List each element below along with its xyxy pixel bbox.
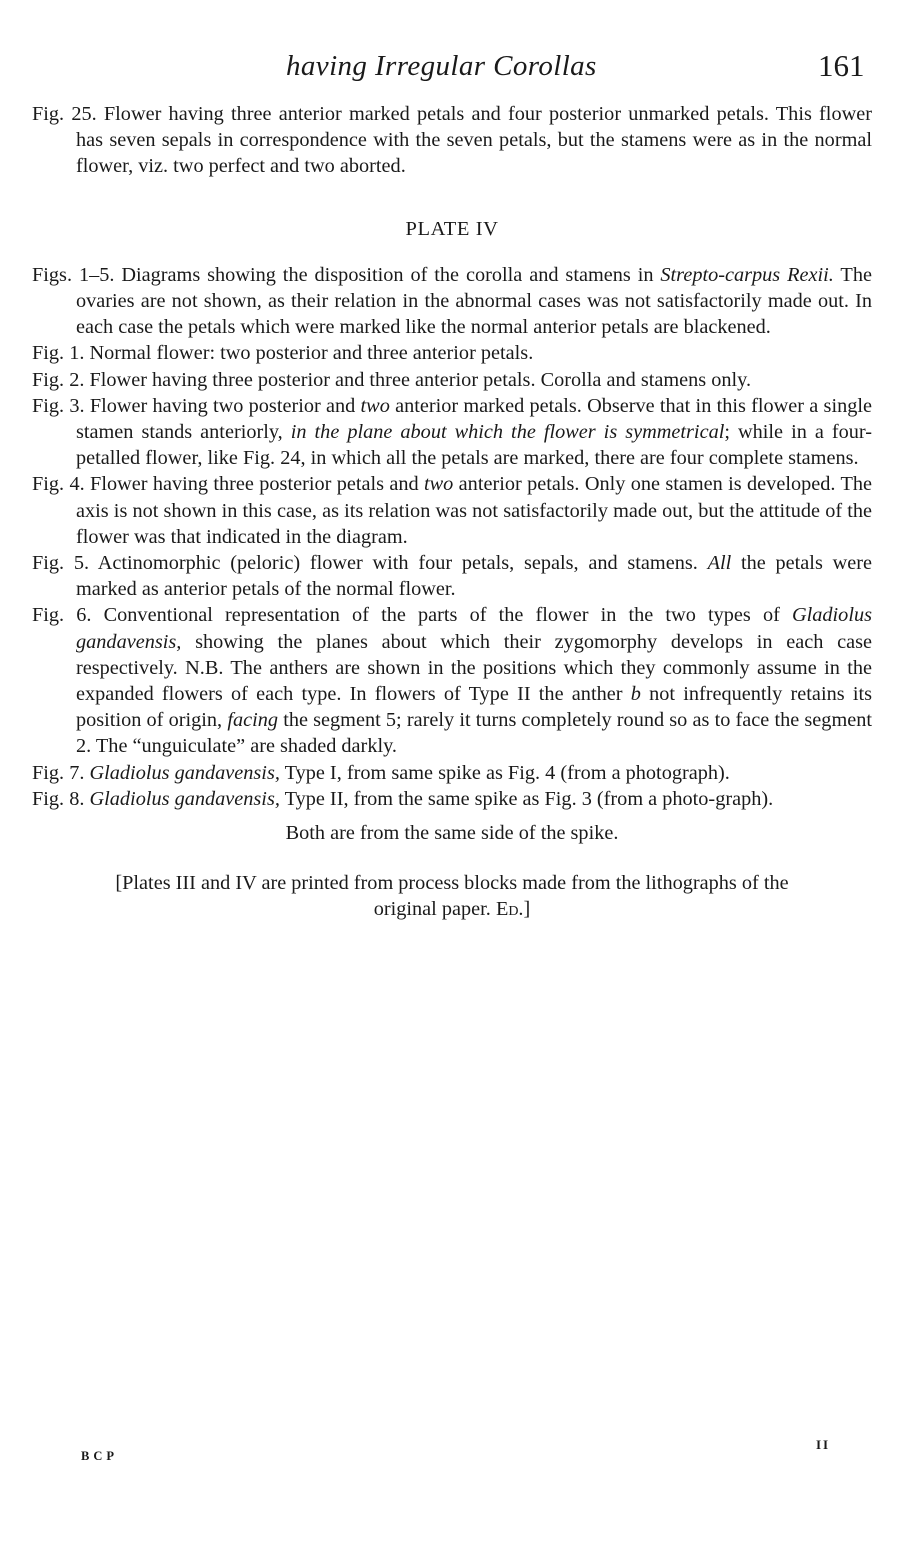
emphasis-text: All [707,552,732,575]
caption-label: Fig. 3. [32,394,85,417]
caption-text: the petals were marked as anterior petals of the normal flower. [76,552,872,601]
caption-text: Actinomorphic (peloric) flower with four petals, sepals, and stamens. [89,552,708,575]
closing-line: Both are from the same side of the spike. [285,822,619,845]
running-head [0,44,900,92]
emphasis-text: in the plane about which the flower is symmetrical [290,421,725,444]
species-name: Gladiolus gandavensis, [84,787,280,810]
caption-text: Flower having two posterior and [84,394,361,417]
species-name: Strepto-carpus Rexii. [660,263,834,286]
caption-fig-6 [32,602,872,759]
caption-text: Type II, from the same spike as Fig. 3 (from a photo-graph). [279,787,774,810]
caption-fig-4 [32,471,872,550]
caption-text: Flower having three anterior marked petals and four posterior unmarked petals. This flower has seven sepals in correspondence with the seven petals, but the stamens were as in the normal flower, viz. two perfect and two aborted. [76,103,872,178]
caption-fig-1 [32,340,872,366]
caption-label: Fig. 6. [32,604,92,627]
caption-text: Diagrams showing the disposition of the corolla and stamens in [114,263,661,286]
species-name: Gladiolus gandavensis, [76,604,872,653]
caption-label: Fig. 25. [32,103,97,125]
caption-fig-7 [32,760,872,786]
caption-text: ; while in a four-petalled flower, like Fig. 24, in which all the petals are marked, there are four complete stamens. [76,421,872,470]
caption-label: Fig. 4. [32,473,85,496]
editor-note [102,870,802,922]
caption-label: Fig. 8. [32,787,85,810]
caption-text: Flower having three posterior petals and [84,473,425,496]
caption-text: Conventional representation of the parts of the flower in the two types of [91,604,792,627]
caption-label: Figs. 1–5. [32,263,115,286]
editor-signature: Ed. [495,898,524,921]
caption-fig-5 [32,550,872,602]
caption-text: anterior marked petals. Observe that in this flower a single stamen stands anteriorly, [76,394,872,444]
body-text [32,101,872,923]
caption-label: Fig. 5. [32,552,90,575]
editor-note-close: ] [523,898,531,921]
caption-text: Normal flower: two posterior and three anterior petals. [84,342,534,365]
caption-text: not infrequently retains its position of origin, [76,683,872,732]
caption-label: Fig. 2. [32,368,85,391]
caption-fig-25 [32,101,872,180]
caption-fig-2 [32,367,872,393]
emphasis-text: two [360,394,390,417]
running-title: having Irregular Corollas [286,50,597,82]
page-number: 161 [818,48,865,83]
editor-note-text: [Plates III and IV are printed from process blocks made from the lithographs of the original paper. [115,872,789,921]
plate-heading: PLATE IV [405,217,499,240]
caption-fig-8 [32,786,872,812]
caption-label: Fig. 1. [32,342,85,365]
emphasis-text: b [630,683,641,706]
caption-text: anterior petals. Only one stamen is developed. The axis is not shown in this case, as its relation was not satisfactorily made out, but the attitude of the flower was that indicated in the diagram. [76,473,872,548]
caption-text: the segment 5; rarely it turns completely round so as to face the segment 2. The “unguiculate” are shaded darkly. [76,709,873,758]
caption-text: The ovaries are not shown, as their relation in the abnormal cases was not satisfactorily made out. In each case the petals which were marked like the normal anterior petals are blackened. [76,263,872,339]
caption-text: Flower having three posterior and three anterior petals. Corolla and stamens only. [84,368,752,391]
caption-text: Type I, from same spike as Fig. 4 (from a photograph). [279,761,730,784]
emphasis-text: facing [227,709,279,732]
caption-figs-1-5 [32,262,872,341]
caption-text: showing the planes about which their zygomorphy develops in each case respectively. N.B. The anthers are shown in the positions which they commonly assume in the expanded flowers of each type. In flowers of Type II the anther [76,630,872,706]
sheet-number: II [816,1437,831,1452]
emphasis-text: two [424,473,454,496]
signature-mark: BCP [81,1449,118,1463]
caption-label: Fig. 7. [32,761,85,784]
species-name: Gladiolus gandavensis, [84,761,280,784]
caption-fig-3 [32,393,872,472]
